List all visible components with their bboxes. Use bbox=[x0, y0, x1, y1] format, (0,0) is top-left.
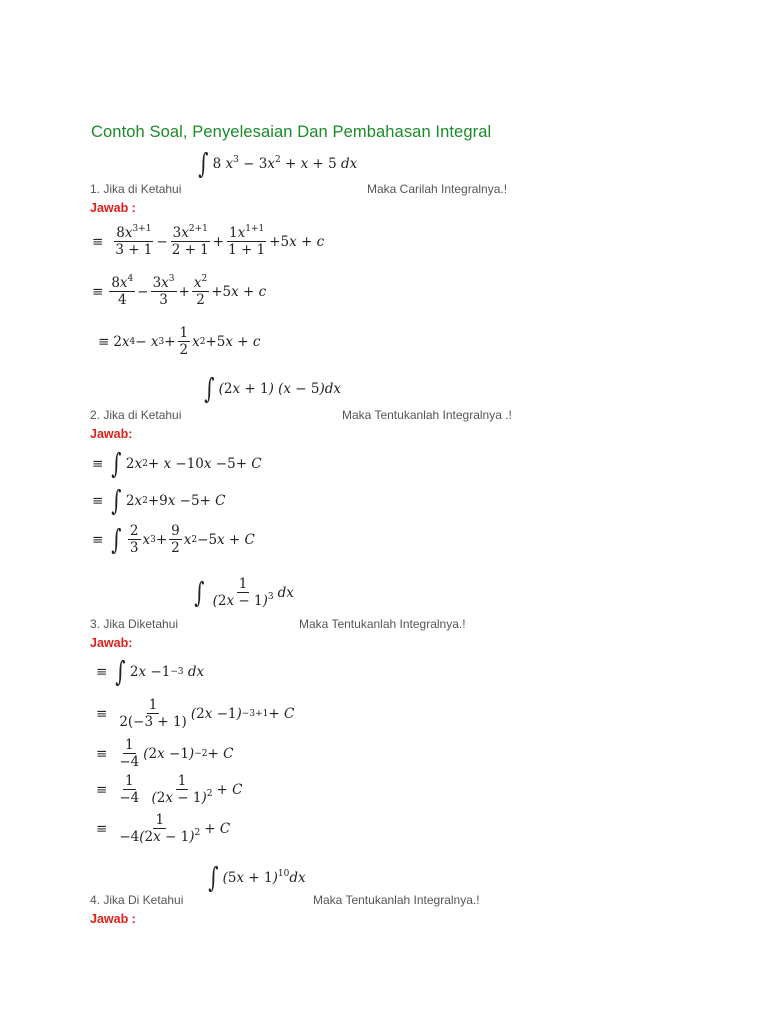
problem-1-label: 1. Jika di Ketahui bbox=[90, 182, 182, 196]
problem-3-label: 3. Jika Diketahui bbox=[90, 617, 179, 631]
solution-2-step-3: ≡ ∫ $\frac{2}{3}$ x 3 + $\frac{9}{2}$ x 2 − 5 x + C bbox=[92, 522, 255, 557]
solution-2-step-1: ≡ ∫ 2 x 2 + x − 10 x − 5 + C bbox=[92, 447, 262, 480]
answer-label-3: Jawab: bbox=[90, 636, 133, 650]
integral-sign-icon: ∫ bbox=[111, 484, 122, 517]
problem-2-instruction: Maka Tentukanlah Integralnya .! bbox=[342, 408, 512, 422]
answer-label-1: Jawab : bbox=[90, 201, 136, 215]
solution-3-step-3: ≡ $\frac{1}{-4}$ ( 2 x − 1 ) −2 + C bbox=[96, 737, 234, 771]
answer-label-4: Jawab : bbox=[90, 912, 136, 926]
problem-3-integral: ∫ $\frac{1}{(2x - 1)^3}$ dx bbox=[194, 575, 294, 610]
integral-sign-icon: ∫ bbox=[204, 372, 215, 405]
problem-2-label: 2. Jika di Ketahui bbox=[90, 408, 182, 422]
solution-1-step-1: ≡ $\frac{8x^{3+1}}{3 + 1}$ − $\frac{3x^{2+1}}{2 + 1}$ + $\frac{1x^{1+1}}{1 + 1}$ + 5 x + c bbox=[92, 224, 325, 259]
problem-4-label: 4. Jika Di Ketahui bbox=[90, 893, 184, 907]
solution-2-step-2: ≡ ∫ 2 x 2 + 9 x − 5 + C bbox=[92, 484, 226, 517]
problem-3-instruction: Maka Tentukanlah Integralnya.! bbox=[299, 617, 466, 631]
solution-3-step-2: ≡ $\frac{1}{2(-3 + 1)}$ ( 2 x − 1 ) −3+1 + C bbox=[96, 697, 295, 731]
integral-sign-icon: ∫ bbox=[208, 861, 219, 894]
solution-1-step-3: ≡ 2 x 4 − x 3 + $\frac{1}{2}$ x 2 + 5 x + c bbox=[98, 325, 261, 359]
problem-2-integral: ∫ (2x + 1) (x − 5)dx bbox=[204, 372, 342, 405]
problem-1-integral: ∫ 8 $x^3 - 3x^2 + x + 5$ dx bbox=[198, 147, 358, 180]
answer-label-2: Jawab: bbox=[90, 427, 133, 441]
solution-3-step-5: ≡ $\frac{1}{-4(2x - 1)^2}$ + C bbox=[96, 812, 231, 846]
integral-sign-icon: ∫ bbox=[115, 655, 126, 688]
solution-1-step-2: ≡ $\frac{8x^4}{4}$ − $\frac{3x^3}{3}$ + $\frac{x^2}{2}$ + 5 x + c bbox=[92, 274, 267, 309]
problem-4-instruction: Maka Tentukanlah Integralnya.! bbox=[313, 893, 480, 907]
page-title: Contoh Soal, Penyelesaian Dan Pembahasan Integral bbox=[91, 123, 492, 141]
problem-1-instruction: Maka Carilah Integralnya.! bbox=[367, 182, 508, 196]
integral-sign-icon: ∫ bbox=[111, 447, 122, 480]
solution-3-step-1: ≡ ∫ 2 x − 1 −3 dx bbox=[96, 655, 205, 688]
problem-4-integral: ∫ $(5x + 1)^{10}dx$ bbox=[208, 861, 306, 894]
integral-sign-icon: ∫ bbox=[194, 575, 205, 609]
integral-sign-icon: ∫ bbox=[111, 522, 122, 556]
integral-sign-icon: ∫ bbox=[198, 147, 209, 180]
solution-3-step-4: ≡ $\frac{1}{-4}$ $\frac{1}{(2x - 1)^2}$ + C bbox=[96, 773, 243, 807]
